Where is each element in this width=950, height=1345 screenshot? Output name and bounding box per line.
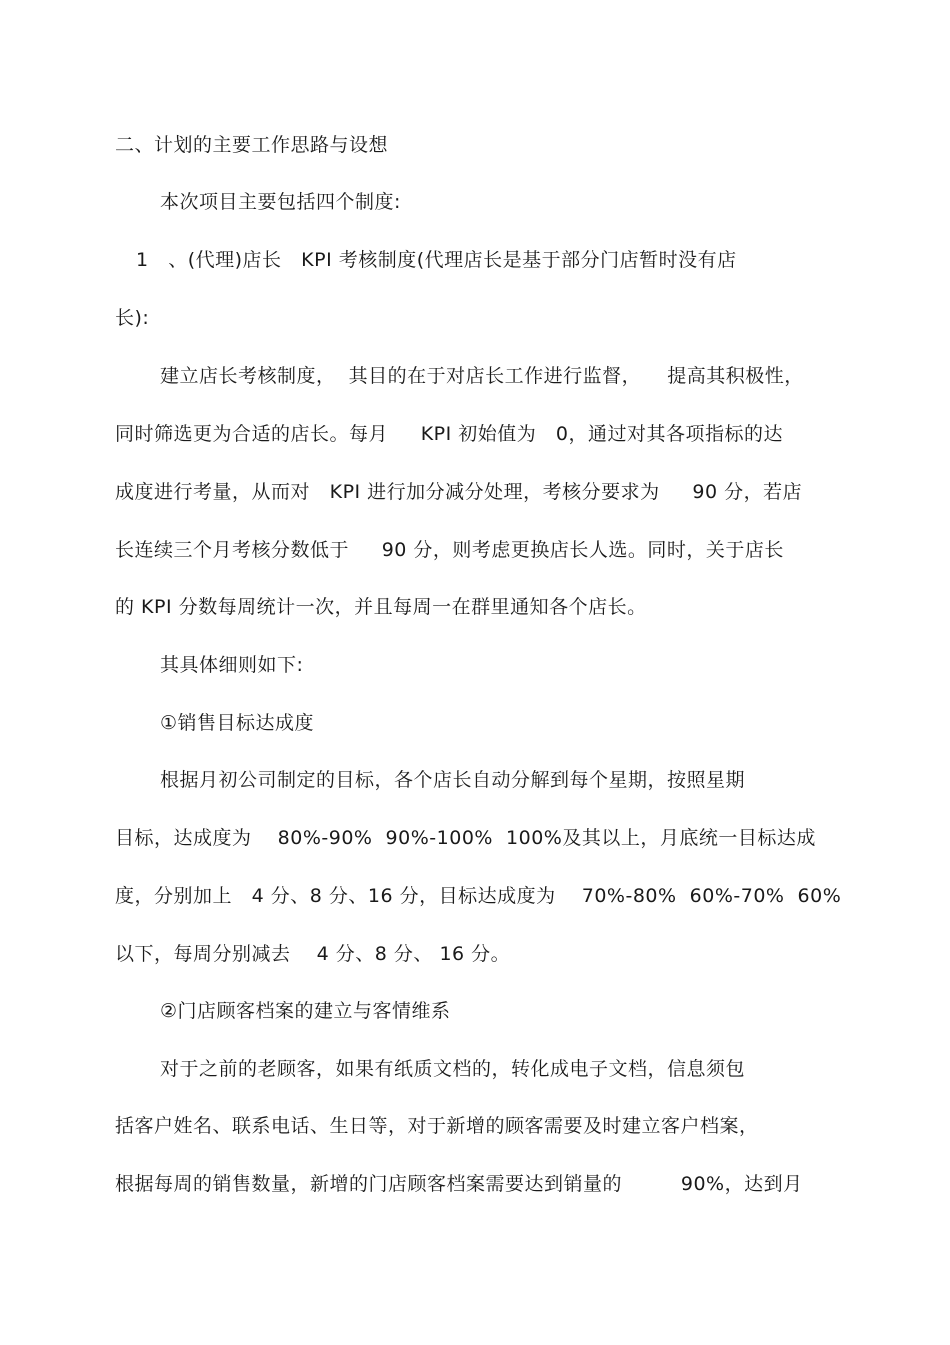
paragraph-line: 括客户姓名、联系电话、生日等，对于新增的顾客需要及时建立客户档案， — [115, 1115, 759, 1137]
paragraph-line: 目标，达成度为 80%-90% 90%-100% 100%及其以上，月底统一目标达成 — [115, 827, 816, 849]
subheading-line: ②门店顾客档案的建立与客情维系 — [160, 1000, 451, 1022]
paragraph-line: 根据月初公司制定的目标，各个店长自动分解到每个星期，按照星期 — [160, 769, 746, 791]
paragraph-line: 本次项目主要包括四个制度: — [160, 191, 401, 213]
paragraph-line: 根据每周的销售数量，新增的门店顾客档案需要达到销量的 90%，达到月 — [115, 1173, 803, 1195]
paragraph-line: 长连续三个月考核分数低于 90 分，则考虑更换店长人选。同时，关于店长 — [115, 539, 784, 561]
numbered-item-line: 1 、(代理)店长 KPI 考核制度(代理店长是基于部分门店暂时没有店 — [136, 249, 737, 271]
paragraph-line: 对于之前的老顾客，如果有纸质文档的，转化成电子文档，信息须包 — [160, 1058, 746, 1080]
paragraph-line: 以下，每周分别减去 4 分、8 分、 16 分。 — [115, 943, 511, 965]
subheading-line: ①销售目标达成度 — [160, 712, 315, 734]
paragraph-line: 的 KPI 分数每周统计一次，并且每周一在群里通知各个店长。 — [115, 596, 647, 618]
section-heading: 二、计划的主要工作思路与设想 — [115, 134, 389, 156]
paragraph-line: 建立店长考核制度， 其目的在于对店长工作进行监督， 提高其积极性， — [160, 365, 804, 387]
paragraph-line: 同时筛选更为合适的店长。每月 KPI 初始值为 0，通过对其各项指标的达 — [115, 423, 783, 445]
paragraph-line: 其具体细则如下: — [160, 654, 304, 676]
paragraph-line: 长): — [115, 307, 150, 329]
paragraph-line: 度，分别加上 4 分、8 分、16 分，目标达成度为 70%-80% 60%-70% 60% — [115, 885, 842, 907]
paragraph-line: 成度进行考量，从而对 KPI 进行加分减分处理，考核分要求为 90 分，若店 — [115, 481, 803, 503]
